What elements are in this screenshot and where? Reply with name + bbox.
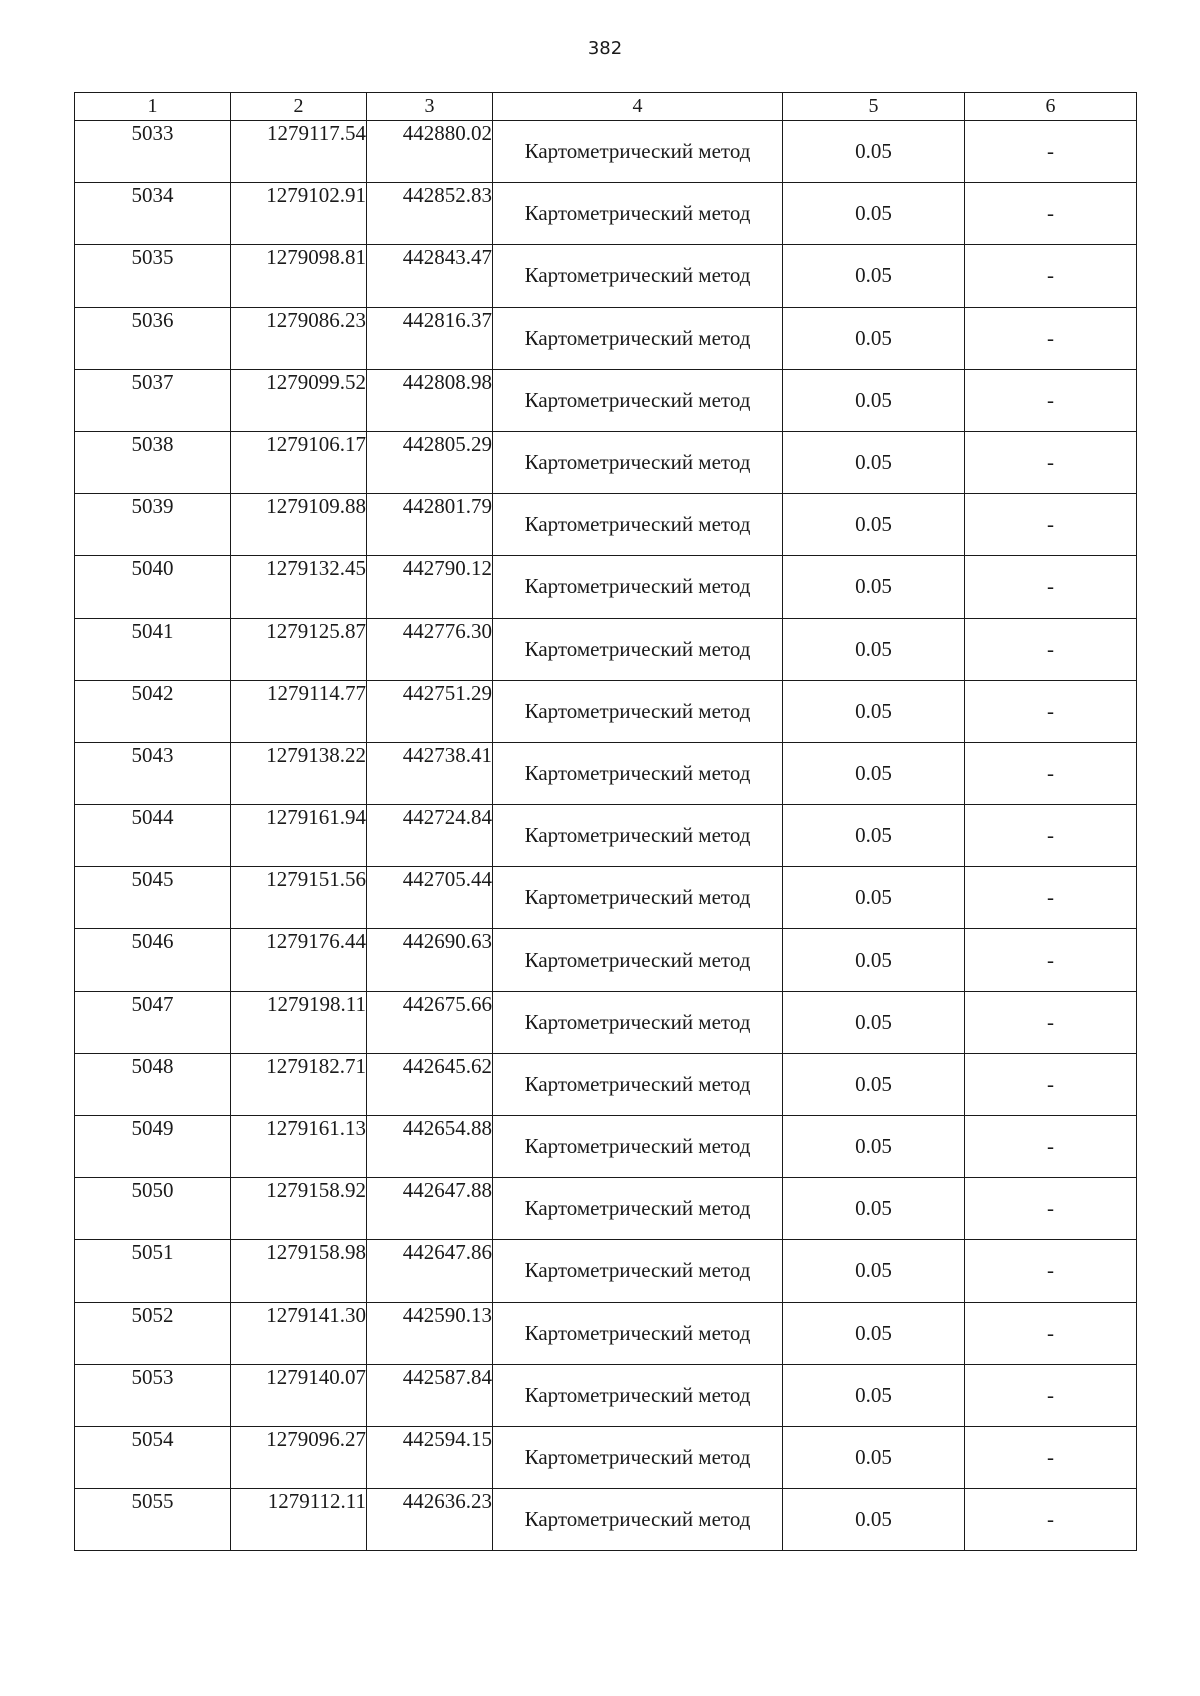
x-coordinate-cell: 1279102.91 xyxy=(231,183,367,245)
point-number-cell: 5035 xyxy=(75,245,231,307)
x-coordinate-cell: 1279112.11 xyxy=(231,1489,367,1551)
point-number-cell: 5043 xyxy=(75,742,231,804)
x-coordinate-cell: 1279086.23 xyxy=(231,307,367,369)
method-cell: Картометрический метод xyxy=(493,1302,783,1364)
table-row xyxy=(75,1426,1137,1488)
x-coordinate-cell: 1279106.17 xyxy=(231,431,367,493)
table-row xyxy=(75,369,1137,431)
method-cell: Картометрический метод xyxy=(493,1489,783,1551)
table-row xyxy=(75,1240,1137,1302)
point-number-cell: 5044 xyxy=(75,805,231,867)
accuracy-cell: 0.05 xyxy=(783,307,965,369)
accuracy-cell: 0.05 xyxy=(783,618,965,680)
method-cell: Картометрический метод xyxy=(493,431,783,493)
page-number: 382 xyxy=(587,38,623,59)
y-coordinate-cell: 442808.98 xyxy=(367,369,493,431)
accuracy-cell: 0.05 xyxy=(783,556,965,618)
point-number-cell: 5054 xyxy=(75,1426,231,1488)
point-number-cell: 5050 xyxy=(75,1178,231,1240)
accuracy-cell: 0.05 xyxy=(783,929,965,991)
column-header-4: 4 xyxy=(493,93,783,121)
header-row xyxy=(75,93,1137,121)
point-number-cell: 5034 xyxy=(75,183,231,245)
note-cell: - xyxy=(965,618,1137,680)
method-cell: Картометрический метод xyxy=(493,1178,783,1240)
y-coordinate-cell: 442705.44 xyxy=(367,867,493,929)
x-coordinate-cell: 1279140.07 xyxy=(231,1364,367,1426)
x-coordinate-cell: 1279141.30 xyxy=(231,1302,367,1364)
accuracy-cell: 0.05 xyxy=(783,1240,965,1302)
x-coordinate-cell: 1279182.71 xyxy=(231,1053,367,1115)
table-row xyxy=(75,618,1137,680)
table-row xyxy=(75,494,1137,556)
point-number-cell: 5046 xyxy=(75,929,231,991)
method-cell: Картометрический метод xyxy=(493,183,783,245)
accuracy-cell: 0.05 xyxy=(783,805,965,867)
note-cell: - xyxy=(965,742,1137,804)
table-body xyxy=(75,121,1137,1551)
table-row xyxy=(75,1178,1137,1240)
note-cell: - xyxy=(965,1302,1137,1364)
note-cell: - xyxy=(965,431,1137,493)
y-coordinate-cell: 442724.84 xyxy=(367,805,493,867)
method-cell: Картометрический метод xyxy=(493,680,783,742)
point-number-cell: 5038 xyxy=(75,431,231,493)
x-coordinate-cell: 1279138.22 xyxy=(231,742,367,804)
table-row xyxy=(75,183,1137,245)
accuracy-cell: 0.05 xyxy=(783,369,965,431)
point-number-cell: 5039 xyxy=(75,494,231,556)
method-cell: Картометрический метод xyxy=(493,742,783,804)
accuracy-cell: 0.05 xyxy=(783,991,965,1053)
x-coordinate-cell: 1279132.45 xyxy=(231,556,367,618)
note-cell: - xyxy=(965,1053,1137,1115)
method-cell: Картометрический метод xyxy=(493,307,783,369)
note-cell: - xyxy=(965,1489,1137,1551)
x-coordinate-cell: 1279161.13 xyxy=(231,1116,367,1178)
point-number-cell: 5053 xyxy=(75,1364,231,1426)
y-coordinate-cell: 442587.84 xyxy=(367,1364,493,1426)
x-coordinate-cell: 1279098.81 xyxy=(231,245,367,307)
method-cell: Картометрический метод xyxy=(493,618,783,680)
y-coordinate-cell: 442636.23 xyxy=(367,1489,493,1551)
method-cell: Картометрический метод xyxy=(493,245,783,307)
note-cell: - xyxy=(965,1178,1137,1240)
table-row xyxy=(75,1364,1137,1426)
note-cell: - xyxy=(965,929,1137,991)
table-row xyxy=(75,1302,1137,1364)
coordinates-table xyxy=(74,92,1137,1551)
note-cell: - xyxy=(965,867,1137,929)
point-number-cell: 5051 xyxy=(75,1240,231,1302)
y-coordinate-cell: 442654.88 xyxy=(367,1116,493,1178)
accuracy-cell: 0.05 xyxy=(783,867,965,929)
table-header xyxy=(75,93,1137,121)
note-cell: - xyxy=(965,1426,1137,1488)
table-row xyxy=(75,867,1137,929)
method-cell: Картометрический метод xyxy=(493,805,783,867)
table-row xyxy=(75,1053,1137,1115)
y-coordinate-cell: 442645.62 xyxy=(367,1053,493,1115)
note-cell: - xyxy=(965,1116,1137,1178)
accuracy-cell: 0.05 xyxy=(783,1178,965,1240)
accuracy-cell: 0.05 xyxy=(783,742,965,804)
note-cell: - xyxy=(965,1364,1137,1426)
note-cell: - xyxy=(965,121,1137,183)
y-coordinate-cell: 442843.47 xyxy=(367,245,493,307)
y-coordinate-cell: 442647.88 xyxy=(367,1178,493,1240)
y-coordinate-cell: 442751.29 xyxy=(367,680,493,742)
y-coordinate-cell: 442690.63 xyxy=(367,929,493,991)
method-cell: Картометрический метод xyxy=(493,991,783,1053)
column-header-5: 5 xyxy=(783,93,965,121)
column-header-6: 6 xyxy=(965,93,1137,121)
method-cell: Картометрический метод xyxy=(493,929,783,991)
note-cell: - xyxy=(965,307,1137,369)
method-cell: Картометрический метод xyxy=(493,121,783,183)
table-row xyxy=(75,245,1137,307)
method-cell: Картометрический метод xyxy=(493,494,783,556)
method-cell: Картометрический метод xyxy=(493,369,783,431)
accuracy-cell: 0.05 xyxy=(783,121,965,183)
note-cell: - xyxy=(965,680,1137,742)
y-coordinate-cell: 442738.41 xyxy=(367,742,493,804)
accuracy-cell: 0.05 xyxy=(783,1426,965,1488)
x-coordinate-cell: 1279114.77 xyxy=(231,680,367,742)
note-cell: - xyxy=(965,556,1137,618)
table-row xyxy=(75,742,1137,804)
method-cell: Картометрический метод xyxy=(493,867,783,929)
table-row xyxy=(75,805,1137,867)
table-row xyxy=(75,556,1137,618)
note-cell: - xyxy=(965,369,1137,431)
table-row xyxy=(75,991,1137,1053)
y-coordinate-cell: 442816.37 xyxy=(367,307,493,369)
x-coordinate-cell: 1279151.56 xyxy=(231,867,367,929)
point-number-cell: 5041 xyxy=(75,618,231,680)
point-number-cell: 5048 xyxy=(75,1053,231,1115)
y-coordinate-cell: 442852.83 xyxy=(367,183,493,245)
table-row xyxy=(75,431,1137,493)
table-row xyxy=(75,1489,1137,1551)
point-number-cell: 5047 xyxy=(75,991,231,1053)
note-cell: - xyxy=(965,183,1137,245)
point-number-cell: 5052 xyxy=(75,1302,231,1364)
point-number-cell: 5036 xyxy=(75,307,231,369)
x-coordinate-cell: 1279109.88 xyxy=(231,494,367,556)
point-number-cell: 5037 xyxy=(75,369,231,431)
table-row xyxy=(75,929,1137,991)
y-coordinate-cell: 442776.30 xyxy=(367,618,493,680)
point-number-cell: 5040 xyxy=(75,556,231,618)
accuracy-cell: 0.05 xyxy=(783,1116,965,1178)
note-cell: - xyxy=(965,245,1137,307)
note-cell: - xyxy=(965,805,1137,867)
method-cell: Картометрический метод xyxy=(493,1426,783,1488)
point-number-cell: 5042 xyxy=(75,680,231,742)
y-coordinate-cell: 442647.86 xyxy=(367,1240,493,1302)
x-coordinate-cell: 1279117.54 xyxy=(231,121,367,183)
column-header-1: 1 xyxy=(75,93,231,121)
point-number-cell: 5033 xyxy=(75,121,231,183)
method-cell: Картометрический метод xyxy=(493,1240,783,1302)
note-cell: - xyxy=(965,1240,1137,1302)
accuracy-cell: 0.05 xyxy=(783,1364,965,1426)
y-coordinate-cell: 442590.13 xyxy=(367,1302,493,1364)
accuracy-cell: 0.05 xyxy=(783,494,965,556)
y-coordinate-cell: 442805.29 xyxy=(367,431,493,493)
x-coordinate-cell: 1279158.98 xyxy=(231,1240,367,1302)
accuracy-cell: 0.05 xyxy=(783,183,965,245)
table-row xyxy=(75,121,1137,183)
y-coordinate-cell: 442790.12 xyxy=(367,556,493,618)
accuracy-cell: 0.05 xyxy=(783,1489,965,1551)
method-cell: Картометрический метод xyxy=(493,1116,783,1178)
x-coordinate-cell: 1279198.11 xyxy=(231,991,367,1053)
accuracy-cell: 0.05 xyxy=(783,1053,965,1115)
x-coordinate-cell: 1279096.27 xyxy=(231,1426,367,1488)
method-cell: Картометрический метод xyxy=(493,556,783,618)
table-row xyxy=(75,680,1137,742)
accuracy-cell: 0.05 xyxy=(783,431,965,493)
y-coordinate-cell: 442594.15 xyxy=(367,1426,493,1488)
accuracy-cell: 0.05 xyxy=(783,1302,965,1364)
point-number-cell: 5055 xyxy=(75,1489,231,1551)
x-coordinate-cell: 1279125.87 xyxy=(231,618,367,680)
table-row xyxy=(75,1116,1137,1178)
column-header-2: 2 xyxy=(231,93,367,121)
point-number-cell: 5045 xyxy=(75,867,231,929)
method-cell: Картометрический метод xyxy=(493,1364,783,1426)
point-number-cell: 5049 xyxy=(75,1116,231,1178)
y-coordinate-cell: 442801.79 xyxy=(367,494,493,556)
note-cell: - xyxy=(965,991,1137,1053)
note-cell: - xyxy=(965,494,1137,556)
y-coordinate-cell: 442675.66 xyxy=(367,991,493,1053)
x-coordinate-cell: 1279099.52 xyxy=(231,369,367,431)
x-coordinate-cell: 1279161.94 xyxy=(231,805,367,867)
method-cell: Картометрический метод xyxy=(493,1053,783,1115)
accuracy-cell: 0.05 xyxy=(783,680,965,742)
table-row xyxy=(75,307,1137,369)
x-coordinate-cell: 1279176.44 xyxy=(231,929,367,991)
accuracy-cell: 0.05 xyxy=(783,245,965,307)
x-coordinate-cell: 1279158.92 xyxy=(231,1178,367,1240)
column-header-3: 3 xyxy=(367,93,493,121)
y-coordinate-cell: 442880.02 xyxy=(367,121,493,183)
